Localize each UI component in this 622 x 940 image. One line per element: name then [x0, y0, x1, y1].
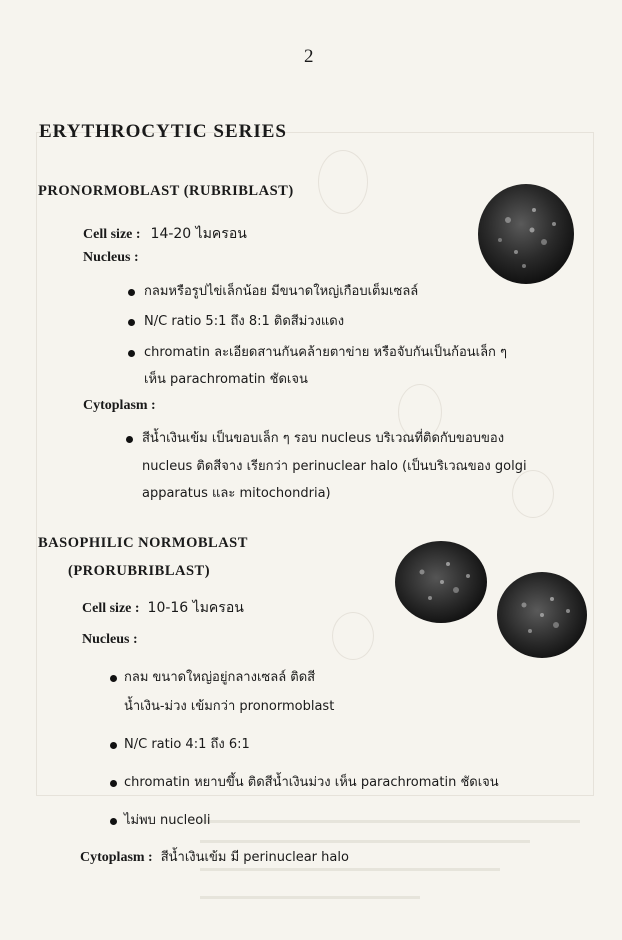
nucleus-item-continued: เห็น parachromatin ชัดเจน — [144, 372, 308, 387]
show-through-oval — [332, 612, 374, 660]
basophilic-cytoplasm — [80, 846, 349, 867]
nucleus-item-continued: น้ำเงิน-ม่วง เข้มกว่า pronormoblast — [124, 699, 335, 714]
bullet — [126, 436, 133, 443]
basophilic-cell-image — [392, 538, 490, 626]
show-through-oval — [318, 150, 368, 214]
bullet — [128, 289, 135, 296]
nucleus-item: chromatin ละเอียดสานกันคล้ายตาข่าย หรือจับกันเป็นก้อนเล็ก ๆ — [144, 345, 508, 360]
cytoplasm-line: nucleus ติดสีจาง เรียกว่า perinuclear halo (เป็นบริเวณของ golgi — [142, 459, 527, 474]
bullet — [128, 350, 135, 357]
bullet — [110, 780, 117, 787]
nucleus-item: กลมหรือรูปไข่เล็กน้อย มีขนาดใหญ่เกือบเต็มเซลล์ — [144, 284, 419, 299]
basophilic-cell-image — [494, 569, 590, 661]
cell-size-value: 10-16 ไมครอน — [147, 600, 244, 616]
show-through-line — [200, 820, 580, 823]
show-through-line — [200, 840, 530, 843]
cytoplasm-label: Cytoplasm : — [83, 398, 156, 413]
cytoplasm-value: สีน้ำเงินเข้ม มี perinuclear halo — [160, 850, 349, 865]
bullet — [128, 319, 135, 326]
nucleus-label: Nucleus : — [82, 632, 138, 647]
nucleus-label: Nucleus : — [83, 250, 139, 265]
cytoplasm-label: Cytoplasm : — [80, 850, 153, 865]
basophilic-cell-size — [82, 597, 244, 619]
bullet — [110, 742, 117, 749]
cell-size-label: Cell size : — [82, 601, 140, 616]
series-title: ERYTHROCYTIC SERIES — [39, 121, 287, 142]
pronormoblast-cell-size — [83, 223, 247, 245]
nucleus-item: กลม ขนาดใหญ่อยู่กลางเซลล์ ติดสี — [124, 670, 316, 685]
cytoplasm-line: apparatus และ mitochondria) — [142, 486, 331, 501]
page-number: 2 — [304, 46, 314, 67]
nucleus-item: ไม่พบ nucleoli — [124, 813, 211, 828]
bullet — [110, 675, 117, 682]
show-through-line — [200, 868, 500, 871]
basophilic-heading-sub: (PRORUBRIBLAST) — [68, 563, 211, 579]
pronormoblast-cell-image — [474, 180, 578, 290]
nucleus-item: chromatin หยาบขึ้น ติดสีน้ำเงินม่วง เห็น parachromatin ชัดเจน — [124, 775, 499, 790]
pronormoblast-heading: PRONORMOBLAST (RUBRIBLAST) — [38, 183, 294, 199]
nucleus-item: N/C ratio 4:1 ถึง 6:1 — [124, 737, 250, 752]
bullet — [110, 818, 117, 825]
cell-size-value: 14-20 ไมครอน — [150, 226, 247, 242]
cytoplasm-line: สีน้ำเงินเข้ม เป็นขอบเล็ก ๆ รอบ nucleus บริเวณที่ติดกับขอบของ — [142, 431, 505, 446]
nucleus-item: N/C ratio 5:1 ถึง 8:1 ติดสีม่วงแดง — [144, 314, 345, 329]
show-through-oval — [512, 470, 554, 518]
cell-size-label: Cell size : — [83, 227, 141, 242]
basophilic-heading: BASOPHILIC NORMOBLAST — [38, 535, 248, 551]
show-through-line — [200, 896, 420, 899]
